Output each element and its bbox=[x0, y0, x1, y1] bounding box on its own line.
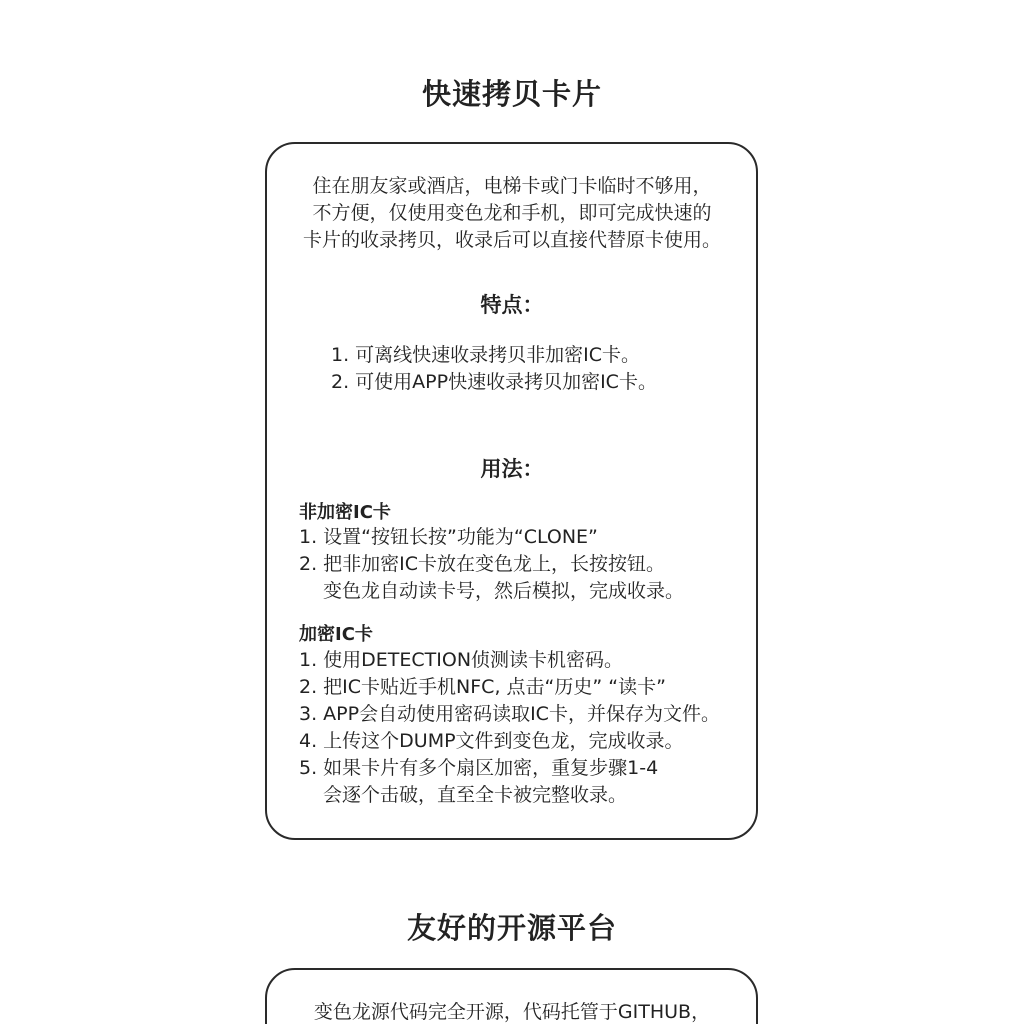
group-title-encrypted: 加密IC卡 bbox=[299, 624, 373, 645]
step-line: 3. APP会自动使用密码读取IC卡，并保存为文件。 bbox=[299, 703, 720, 725]
section-title-open-source: 友好的开源平台 bbox=[406, 911, 617, 945]
features-heading: 特点： bbox=[480, 293, 544, 317]
step-line-continued: 变色龙自动读卡号，然后模拟，完成收录。 bbox=[323, 580, 685, 602]
intro-line: 卡片的收录拷贝，收录后可以直接代替原卡使用。 bbox=[302, 229, 721, 251]
intro-line: 住在朋友家或酒店，电梯卡或门卡临时不够用， bbox=[312, 175, 712, 197]
section-title-quick-copy: 快速拷贝卡片 bbox=[421, 77, 602, 111]
step-line-continued: 会逐个击破，直至全卡被完整收录。 bbox=[323, 784, 628, 806]
step-line: 2. 把IC卡贴近手机NFC, 点击“历史” “读卡” bbox=[299, 676, 666, 698]
feature-item: 2. 可使用APP快速收录拷贝加密IC卡。 bbox=[331, 371, 657, 393]
usage-heading: 用法： bbox=[480, 457, 544, 481]
intro-line: 不方便，仅使用变色龙和手机，即可完成快速的 bbox=[312, 202, 712, 224]
group-title-unencrypted: 非加密IC卡 bbox=[299, 502, 391, 523]
feature-item: 1. 可离线快速收录拷贝非加密IC卡。 bbox=[331, 344, 641, 366]
step-line: 1. 设置“按钮长按”功能为“CLONE” bbox=[299, 526, 598, 548]
step-line: 2. 把非加密IC卡放在变色龙上，长按按钮。 bbox=[299, 553, 666, 575]
step-line: 5. 如果卡片有多个扇区加密，重复步骤1-4 bbox=[299, 757, 659, 779]
step-line: 4. 上传这个DUMP文件到变色龙，完成收录。 bbox=[299, 730, 684, 752]
intro-line: 变色龙源代码完全开源，代码托管于GITHUB， bbox=[313, 1001, 711, 1023]
step-line: 1. 使用DETECTION侦测读卡机密码。 bbox=[299, 649, 624, 671]
